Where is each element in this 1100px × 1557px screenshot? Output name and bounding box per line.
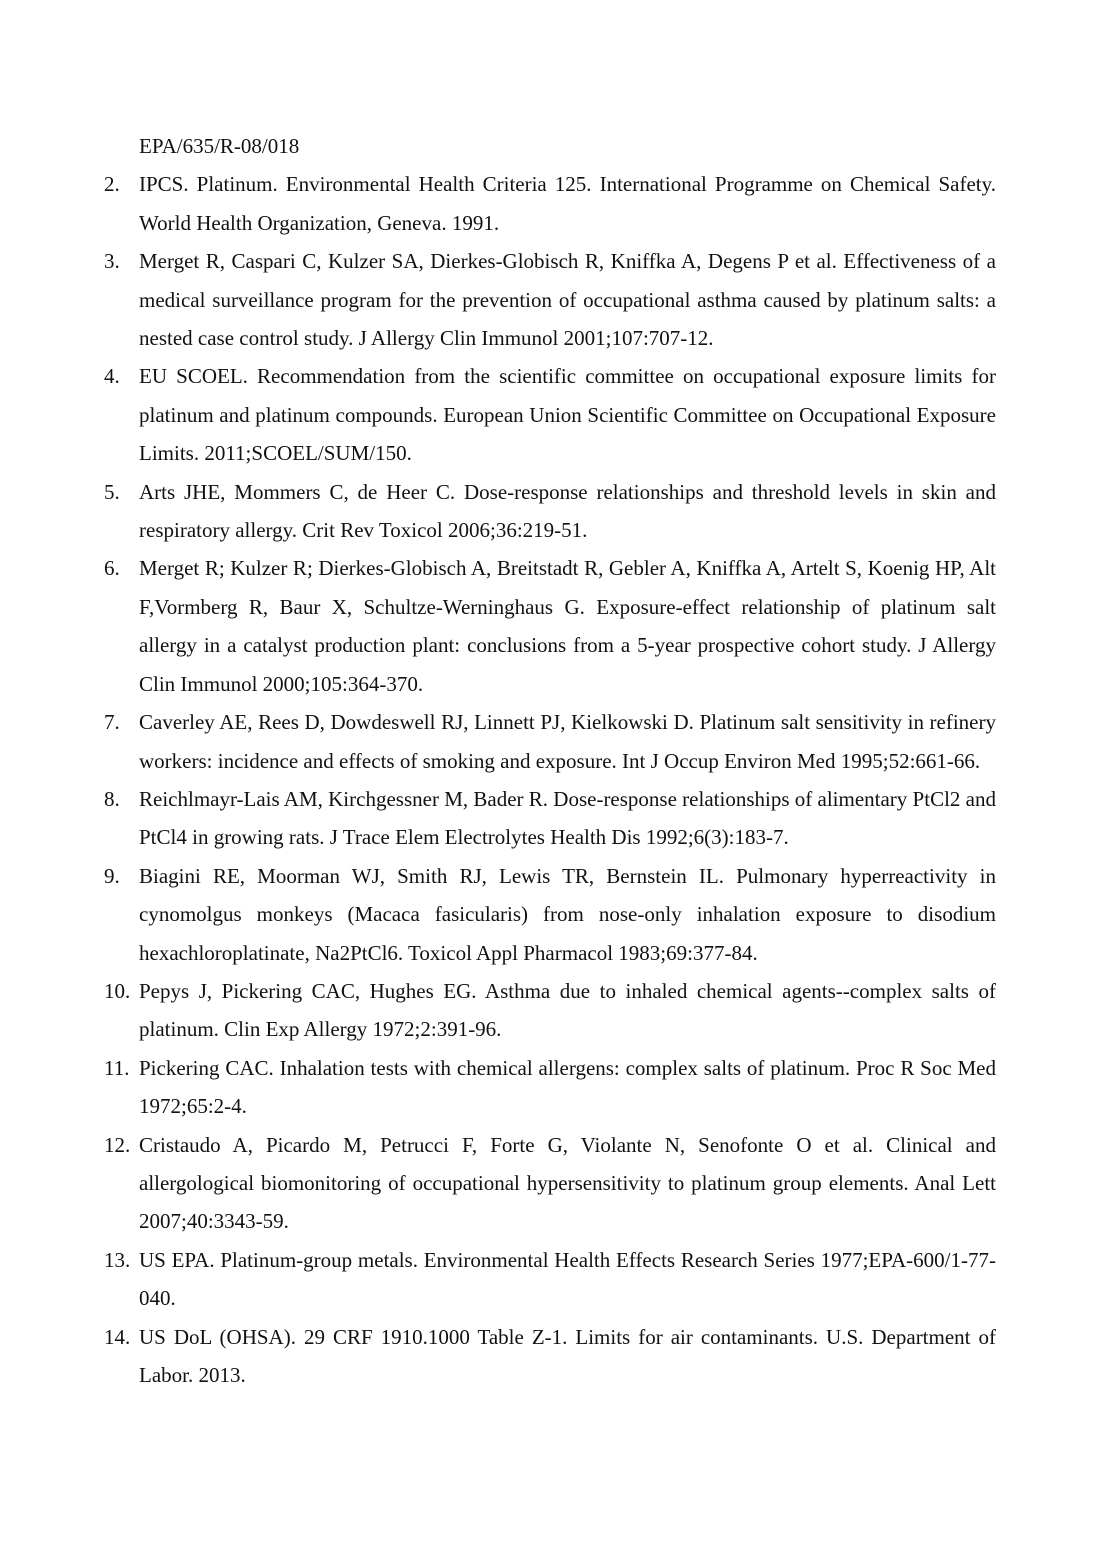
reference-item: [104, 703, 996, 780]
reference-text: Arts JHE, Mommers C, de Heer C. Dose-response relationships and threshold levels in skin and respiratory allergy. Crit Rev Toxicol 2006;36:219-51.: [139, 479, 996, 543]
reference-item: [104, 780, 996, 857]
reference-text: Biagini RE, Moorman WJ, Smith RJ, Lewis TR, Bernstein IL. Pulmonary hyperreactivity in cynomolgus monkeys (Macaca fasicularis) from nose-only inhalation exposure to disodium hexachloroplatinate, Na2PtCl6. Toxicol Appl Pharmacol 1983;69:377-84.: [139, 863, 996, 965]
reference-number: 4.: [104, 364, 120, 389]
reference-item: [104, 1126, 996, 1241]
reference-number: 2.: [104, 172, 120, 197]
reference-continuation: EPA/635/R-08/018: [139, 134, 300, 158]
reference-number: 11.: [104, 1055, 130, 1080]
reference-text: Cristaudo A, Picardo M, Petrucci F, Forte G, Violante N, Senofonte O et al. Clinical and allergological biomonitoring of occupational hypersensitivity to platinum group elements. Anal Lett 2007;40:3343-59.: [139, 1132, 996, 1234]
reference-number: 10.: [104, 978, 131, 1003]
reference-item: [104, 549, 996, 703]
reference-number: 5.: [104, 479, 120, 504]
reference-text: Reichlmayr-Lais AM, Kirchgessner M, Bader R. Dose-response relationships of alimentary PtCl2 and PtCl4 in growing rats. J Trace Elem Electrolytes Health Dis 1992;6(3):183-7.: [139, 786, 996, 850]
reference-text: US DoL (OHSA). 29 CRF 1910.1000 Table Z-1. Limits for air contaminants. U.S. Department of Labor. 2013.: [139, 1324, 996, 1387]
reference-item: [104, 1049, 996, 1126]
reference-number: 13.: [104, 1247, 131, 1272]
reference-text: IPCS. Platinum. Environmental Health Criteria 125. International Programme on Chemical Safety. World Health Organization, Geneva. 1991.: [139, 172, 996, 235]
reference-item: [104, 242, 996, 357]
reference-text: US EPA. Platinum-group metals. Environmental Health Effects Research Series 1977;EPA-600/1-77-040.: [139, 1247, 996, 1311]
reference-number: 14.: [104, 1324, 131, 1349]
reference-list: [104, 127, 996, 1394]
reference-item: [104, 357, 996, 472]
reference-item: [104, 972, 996, 1049]
reference-item: [104, 473, 996, 550]
reference-number: 6.: [104, 556, 120, 581]
reference-item: [104, 857, 996, 972]
reference-text: Merget R, Caspari C, Kulzer SA, Dierkes-Globisch R, Kniffka A, Degens P et al. Effectiveness of a medical surveillance program for the prevention of occupational asthma caused by platinum salts: a nested case control study. J Allergy Clin Immunol 2001;107:707-12.: [139, 249, 996, 351]
reference-item: [104, 1241, 996, 1318]
reference-number: 7.: [104, 710, 120, 735]
reference-text: Pepys J, Pickering CAC, Hughes EG. Asthma due to inhaled chemical agents--complex salts of platinum. Clin Exp Allergy 1972;2:391-96.: [139, 978, 996, 1042]
reference-text: EU SCOEL. Recommendation from the scientific committee on occupational exposure limits for platinum and platinum compounds. European Union Scientific Committee on Occupational Exposure Limits. 2011;SCOEL/SUM/150.: [139, 364, 996, 466]
reference-item: [104, 1318, 996, 1395]
reference-text: Pickering CAC. Inhalation tests with chemical allergens: complex salts of platinum. Proc R Soc Med 1972;65:2-4.: [139, 1055, 996, 1119]
reference-number: 9.: [104, 863, 120, 888]
reference-number: 3.: [104, 249, 120, 274]
reference-item: [104, 165, 996, 242]
reference-text: Merget R; Kulzer R; Dierkes-Globisch A, Breitstadt R, Gebler A, Kniffka A, Artelt S, Koenig HP, Alt F,Vormberg R, Baur X, Schultze-Werninghaus G. Exposure-effect relationship of platinum salt allergy in a catalyst production plant: conclusions from a 5-year prospective cohort study. J Allergy Clin Immunol 2000;105:364-370.: [139, 556, 996, 696]
reference-number: 12.: [104, 1132, 131, 1157]
reference-number: 8.: [104, 786, 120, 811]
reference-text: Caverley AE, Rees D, Dowdeswell RJ, Linnett PJ, Kielkowski D. Platinum salt sensitivity in refinery workers: incidence and effects of smoking and exposure. Int J Occup Environ Med 1995;52:661-66.: [139, 710, 996, 773]
